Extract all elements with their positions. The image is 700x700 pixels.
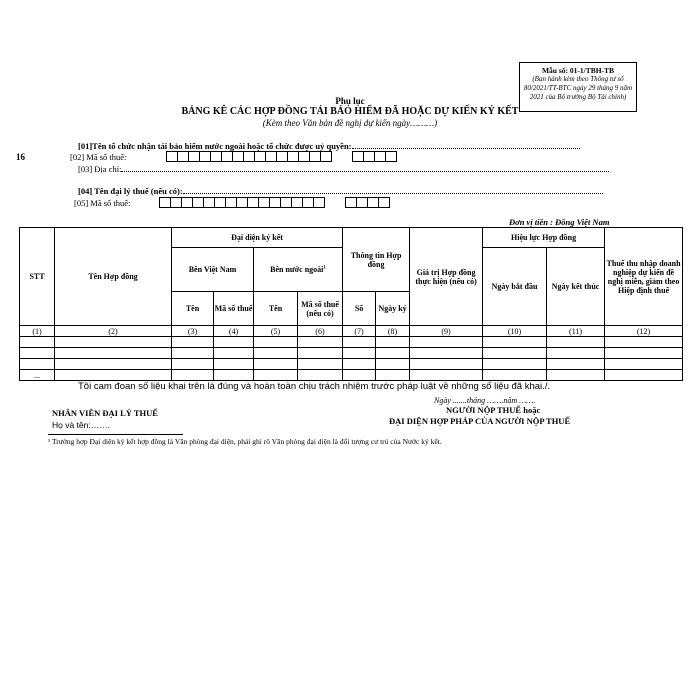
field-03-label: [03] Địa chỉ: — [78, 164, 122, 174]
currency-unit: Đơn vị tiền : Đồng Việt Nam — [509, 217, 610, 227]
ellipsis-cell: ... — [20, 370, 55, 381]
taxpayer-legal-rep-title: ĐẠI DIỆN HỢP PHÁP CỦA NGƯỜI NỘP THUẾ — [389, 416, 571, 426]
declaration-text: Tôi cam đoan số liệu khai trên là đúng và hoàn toàn chịu trách nhiệm trước pháp luật về những số liệu đã khai./. — [78, 381, 551, 392]
header-foreign-tax-code: Mã số thuế (nếu có) — [298, 292, 343, 326]
col-num: (9) — [410, 326, 483, 337]
tax-code-suffix-boxes-02 — [353, 151, 397, 162]
tax-code-boxes-05 — [160, 197, 325, 208]
table-row — [20, 359, 683, 370]
taxpayer-title: NGƯỜI NỘP THUẾ hoặc — [446, 405, 541, 415]
col-num: (6) — [298, 326, 343, 337]
field-02-label: [02] Mã số thuế: — [70, 152, 127, 162]
tax-agent-staff-name: Họ và tên:……. — [52, 420, 111, 430]
header-end-date: Ngày kết thúc — [547, 248, 605, 326]
header-vn-name: Tên — [172, 292, 214, 326]
footnote-divider — [48, 434, 183, 435]
header-foreign-side — [254, 248, 343, 292]
header-contract-value: Giá trị Hợp đồng thực hiện (nếu có) — [410, 228, 483, 326]
field-01-label: [01]Tên tổ chức nhận tái bảo hiểm nước ngoài hoặc tổ chức được uỷ quyền: — [78, 141, 352, 151]
table-row-ellipsis — [20, 370, 683, 381]
col-num: (12) — [605, 326, 683, 337]
col-num: (3) — [172, 326, 214, 337]
form-code-note: (Ban hành kèm theo Thông tư số 80/2021/TT-BTC ngày 29 tháng 9 năm 2021 của Bộ trưởng Bộ Tài chính) — [523, 75, 633, 101]
header-vn-side: Bên Việt Nam — [172, 248, 254, 292]
field-04-label: [04] Tên đại lý thuế (nếu có): — [78, 186, 183, 196]
col-num: (5) — [254, 326, 298, 337]
tax-code-suffix-boxes-05 — [346, 197, 390, 208]
page-title: BẢNG KÊ CÁC HỢP ĐỒNG TÁI BẢO HIỂM ĐÃ HOẶC DỰ KIẾN KÝ KẾT — [181, 106, 519, 117]
header-stt: STT — [20, 228, 55, 326]
field-04-dots — [183, 187, 603, 194]
header-foreign-side-label: Bên nước ngoài — [270, 265, 324, 274]
col-num: (1) — [20, 326, 55, 337]
header-signing-rep: Đại diện ký kết — [172, 228, 343, 248]
col-num: (8) — [376, 326, 410, 337]
field-05-label: [05] Mã số thuế: — [74, 198, 131, 208]
header-sign-date: Ngày ký — [376, 292, 410, 326]
col-num: (2) — [55, 326, 172, 337]
field-03-dots — [121, 165, 609, 172]
header-foreign-name: Tên — [254, 292, 298, 326]
header-contract-name: Tên Hợp đồng — [55, 228, 172, 326]
header-validity: Hiệu lực Hợp đồng — [483, 228, 605, 248]
footnote-mark: 1 — [323, 265, 326, 271]
col-num: (10) — [483, 326, 547, 337]
footnote-text: ¹ Trường hợp Đại diện ký kết hợp đồng là Văn phòng đại diện, phải ghi rõ Văn phòng đại diện là đối tượng cư trú của Nước ký kết. — [48, 437, 442, 446]
column-number-row — [20, 326, 683, 337]
header-start-date: Ngày bắt đầu — [483, 248, 547, 326]
col-num: (11) — [547, 326, 605, 337]
header-vn-tax-code: Mã số thuế — [214, 292, 254, 326]
header-number: Số — [343, 292, 376, 326]
field-03 — [78, 164, 609, 174]
col-num: (7) — [343, 326, 376, 337]
page-subtitle: (Kèm theo Văn bản đề nghị dự kiến ngày………) — [262, 118, 438, 128]
date-line: Ngày .......tháng …….năm ……. — [434, 396, 536, 405]
table-row — [20, 337, 683, 348]
field-01 — [78, 141, 580, 151]
field-04 — [78, 186, 603, 196]
col-num: (4) — [214, 326, 254, 337]
tax-code-boxes-02 — [167, 151, 332, 162]
table-header-row-1 — [20, 228, 683, 248]
field-01-dots — [352, 142, 580, 149]
table-row — [20, 348, 683, 359]
header-contract-info: Thông tin Hợp đồng — [343, 228, 410, 292]
appendix-label: Phụ lục — [335, 96, 365, 106]
tax-agent-staff-title: NHÂN VIÊN ĐẠI LÝ THUẾ — [52, 408, 158, 418]
page-number: 16 — [16, 152, 25, 162]
contracts-table — [19, 227, 683, 381]
form-code: Mẫu số: 01-1/TBH-TB — [541, 66, 615, 75]
header-expected-tax: Thuế thu nhập doanh nghiệp dự kiến đề nghị miễn, giảm theo Hiệp định thuế — [605, 228, 683, 326]
